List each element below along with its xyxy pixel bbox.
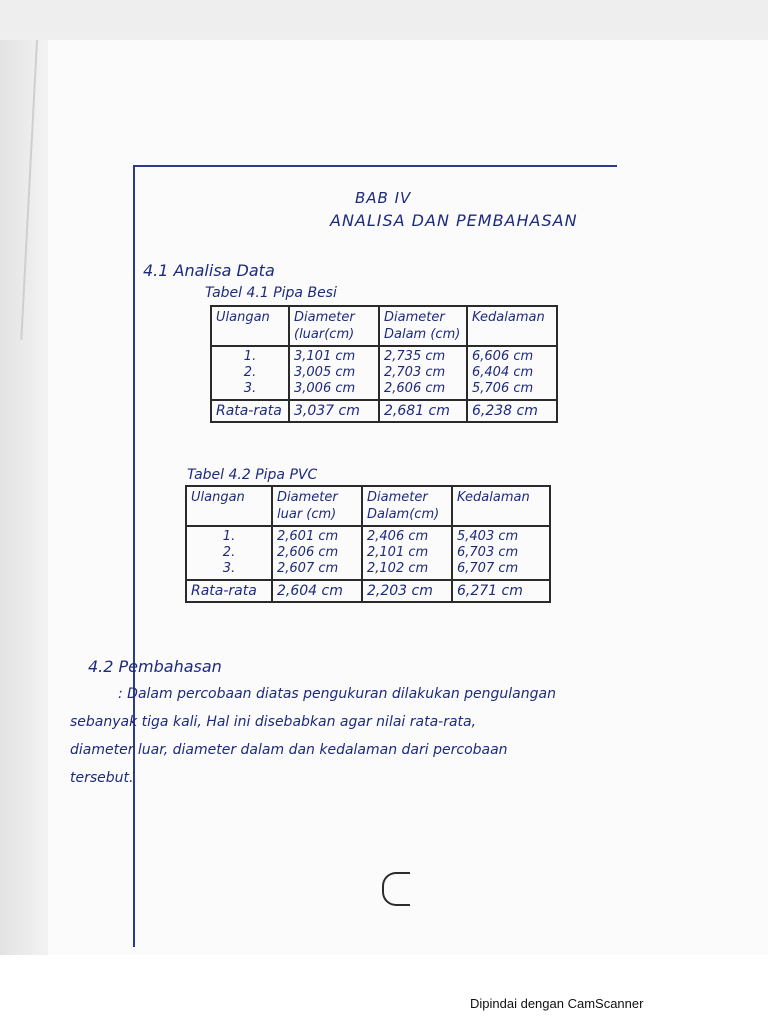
table1-caption: Tabel 4.1 Pipa Besi: [205, 285, 337, 301]
header-kedalaman: Kedalaman: [467, 306, 557, 346]
paragraph-line-3: diameter luar, diameter dalam dan kedalaman dari percobaan: [70, 742, 508, 758]
average-outer: 2,604 cm: [272, 580, 362, 602]
section-heading-analysis: 4.1 Analisa Data: [143, 261, 275, 280]
paragraph-line-2: sebanyak tiga kali, Hal ini disebabkan agar nilai rata-rata,: [70, 714, 477, 730]
outer-diameter-cell: 3,101 cm 3,005 cm 3,006 cm: [289, 346, 379, 400]
header-diameter-dalam: Diameter Dalam(cm): [362, 486, 452, 526]
table-header-row: [211, 306, 557, 346]
average-label: Rata-rata: [211, 400, 289, 422]
average-outer: 3,037 cm: [289, 400, 379, 422]
table-row: [186, 526, 550, 580]
trial-cell: 1. 2. 3.: [211, 346, 289, 400]
header-diameter-luar: Diameter luar (cm): [272, 486, 362, 526]
table-header-row: [186, 486, 550, 526]
average-inner: 2,681 cm: [379, 400, 467, 422]
average-row: [211, 400, 557, 422]
page-edge: [0, 40, 48, 955]
table-row: [211, 346, 557, 400]
header-diameter-dalam: Diameter Dalam (cm): [379, 306, 467, 346]
table2-caption: Tabel 4.2 Pipa PVC: [187, 467, 318, 483]
pen-mark: [382, 872, 410, 906]
inner-diameter-cell: 2,735 cm 2,703 cm 2,606 cm: [379, 346, 467, 400]
average-row: [186, 580, 550, 602]
depth-cell: 6,606 cm 6,404 cm 5,706 cm: [467, 346, 557, 400]
paragraph-line-4: tersebut.: [70, 770, 134, 786]
chapter-number: BAB IV: [355, 189, 412, 207]
average-depth: 6,238 cm: [467, 400, 557, 422]
scanner-watermark: Dipindai dengan CamScanner: [470, 996, 644, 1011]
paragraph-line-1: : Dalam percobaan diatas pengukuran dilakukan pengulangan: [118, 686, 556, 702]
header-diameter-luar: Diameter (luar(cm): [289, 306, 379, 346]
average-inner: 2,203 cm: [362, 580, 452, 602]
inner-diameter-cell: 2,406 cm 2,101 cm 2,102 cm: [362, 526, 452, 580]
average-label: Rata-rata: [186, 580, 272, 602]
trial-cell: 1. 2. 3.: [186, 526, 272, 580]
header-ulangan: Ulangan: [211, 306, 289, 346]
section-heading-discussion: 4.2 Pembahasan: [88, 657, 222, 676]
table-pipa-pvc: [185, 485, 551, 603]
handwritten-sheet: [133, 165, 617, 947]
header-kedalaman: Kedalaman: [452, 486, 550, 526]
average-depth: 6,271 cm: [452, 580, 550, 602]
depth-cell: 5,403 cm 6,703 cm 6,707 cm: [452, 526, 550, 580]
table-pipa-besi: [210, 305, 558, 423]
header-ulangan: Ulangan: [186, 486, 272, 526]
outer-diameter-cell: 2,601 cm 2,606 cm 2,607 cm: [272, 526, 362, 580]
chapter-title: ANALISA DAN PEMBAHASAN: [330, 211, 578, 230]
